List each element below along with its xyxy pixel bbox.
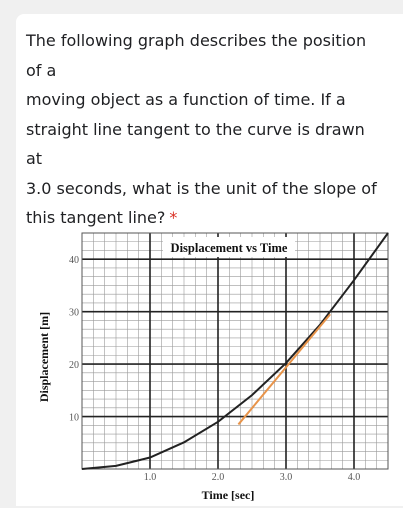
x-tick-label: 2.0 <box>211 472 225 483</box>
displacement-graph <box>30 222 392 508</box>
question-line-text: this tangent line? <box>26 208 166 227</box>
x-tick-label: 3.0 <box>279 472 293 483</box>
question-text <box>26 26 384 233</box>
plot-frame <box>82 233 388 469</box>
required-asterisk: * <box>169 208 178 227</box>
y-tick-label: 10 <box>69 412 79 424</box>
question-line: 3.0 seconds, what is the unit of the slope of <box>26 178 377 198</box>
curve-line <box>82 233 388 469</box>
question-line: moving object as a function of time. If a <box>26 90 346 109</box>
y-axis-label: Displacement [m] <box>37 311 51 403</box>
y-tick-label: 30 <box>69 307 79 319</box>
x-axis-label: Time [sec] <box>201 488 255 502</box>
chart-title: Displacement vs Time <box>170 241 288 255</box>
grid-major <box>82 233 388 469</box>
x-tick-label: 4.0 <box>347 472 361 483</box>
tick-labels <box>69 255 360 483</box>
grid-minor <box>82 233 388 469</box>
question-line: straight line tangent to the curve is drawn at <box>26 119 365 168</box>
chart-svg <box>30 222 392 504</box>
y-tick-label: 20 <box>69 360 79 372</box>
x-tick-label: 1.0 <box>143 472 157 483</box>
question-line: The following graph describes the position of a <box>26 31 367 80</box>
y-tick-label: 40 <box>69 255 79 267</box>
